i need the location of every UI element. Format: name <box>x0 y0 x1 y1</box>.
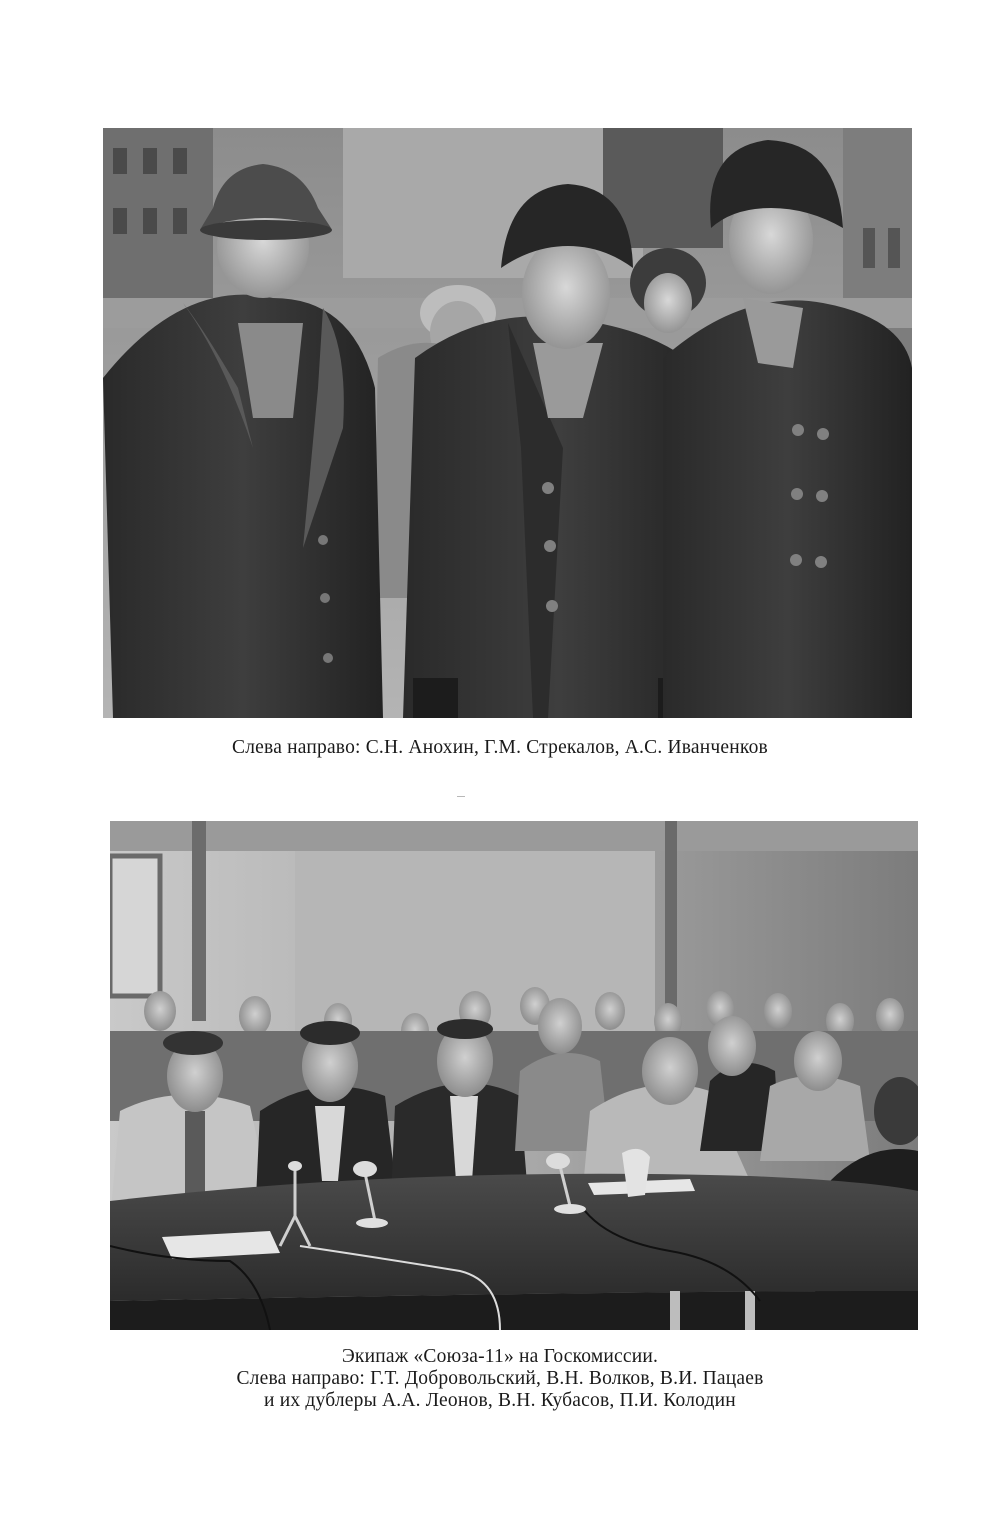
photo-caption <box>0 1346 1000 1412</box>
photo-three-men-winter <box>103 128 912 718</box>
caption-line: Слева направо: С.Н. Анохин, Г.М. Стрекалов, А.С. Иванченков <box>232 737 768 758</box>
caption-line: Слева направо: Г.Т. Добровольский, В.Н. Волков, В.И. Пацаев <box>236 1368 764 1389</box>
photo-caption <box>0 737 1000 759</box>
print-speck <box>457 796 465 797</box>
caption-line: и их дублеры А.А. Леонов, В.Н. Кубасов, П.И. Колодин <box>264 1390 736 1411</box>
photo-crew-at-commission <box>110 821 918 1330</box>
caption-line: Экипаж «Союза-11» на Госкомиссии. <box>341 1346 659 1367</box>
